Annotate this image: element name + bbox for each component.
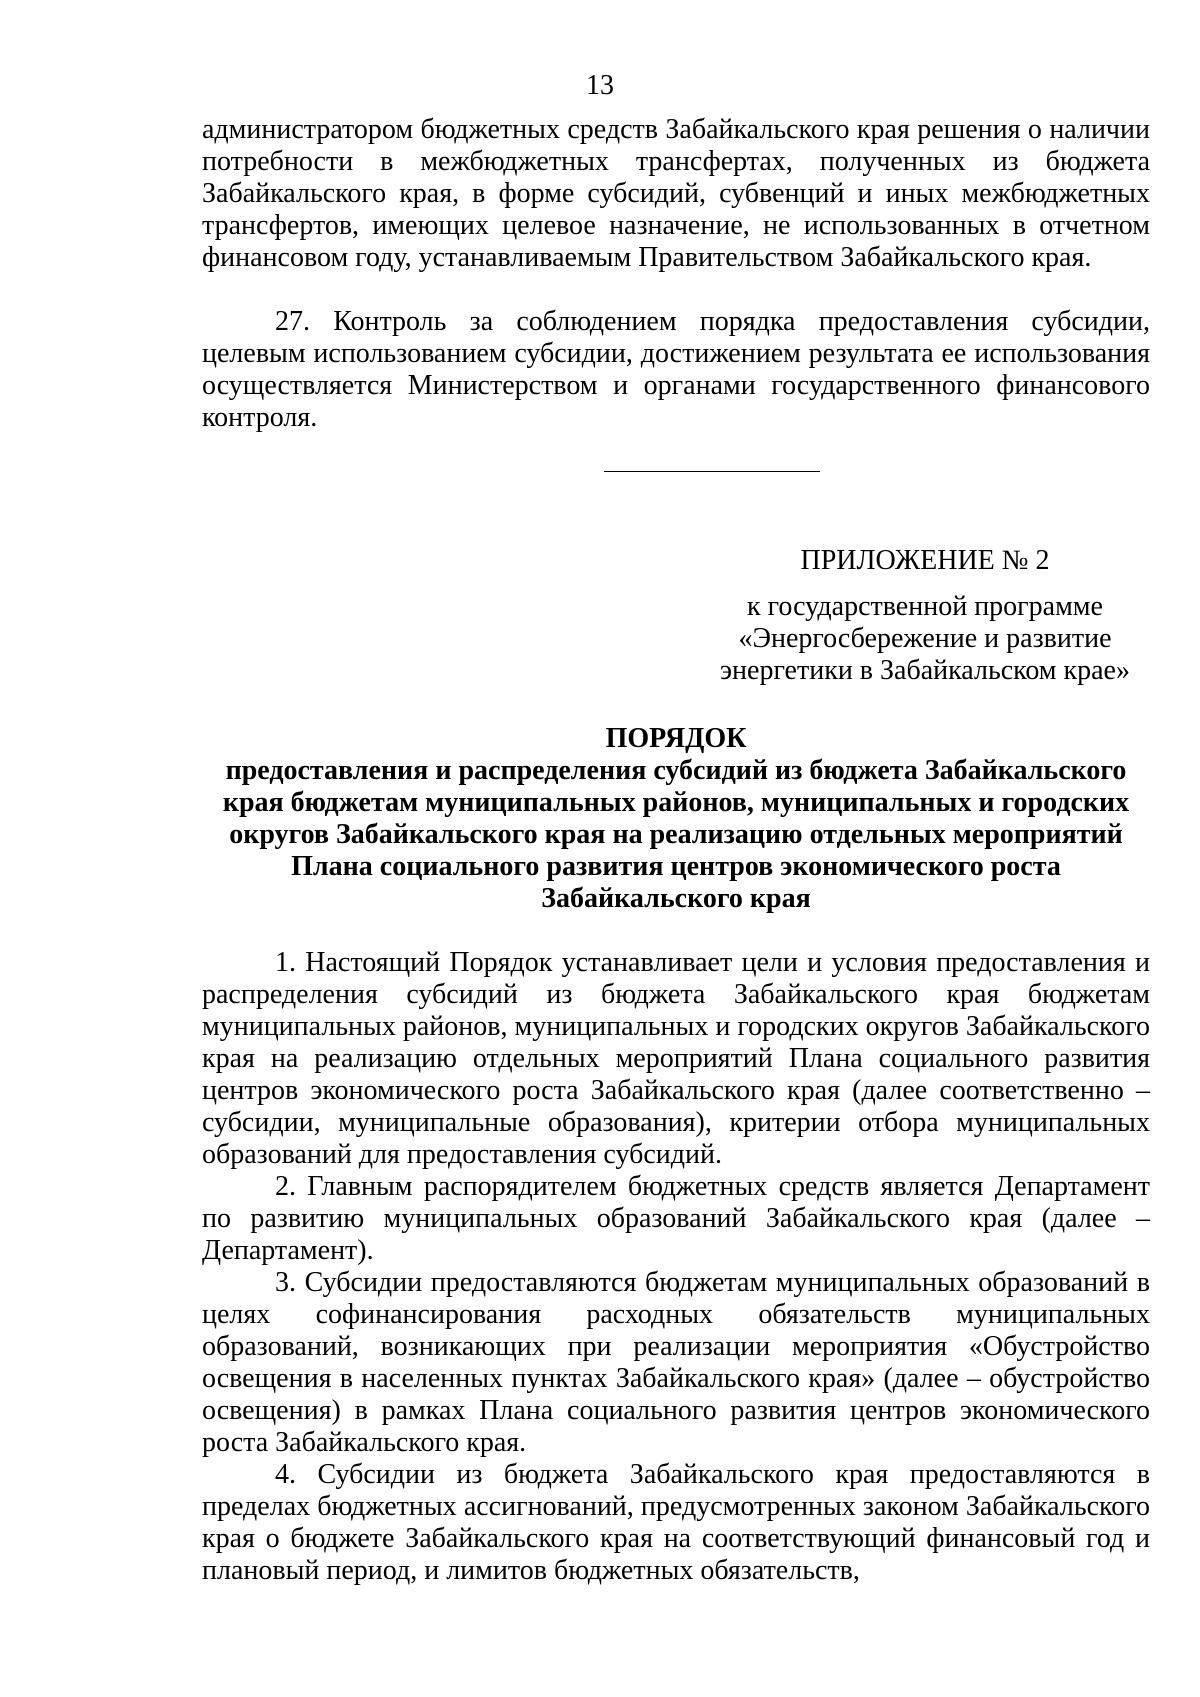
subtitle-line: округов Забайкальского края на реализацию отдельных мероприятий: [229, 819, 1123, 850]
appendix-ref-line: «Энергосбережение и развитие: [738, 623, 1112, 654]
continued-paragraph: администратором бюджетных средств Забайкальского края решения о наличии потребности в межбюджетных трансфертах, полученных из бюджета Забайкальского края, в форме субсидий, субвенций и иных межбюджетных трансфертов, имеющих целевое назначение, не использованных в отчетном финансовом году, устанавливаемым Правительством Забайкальского края.: [202, 114, 1150, 273]
paragraph-4: 4. Субсидии из бюджета Забайкальского края предоставляются в пределах бюджетных ассигнований, предусмотренных законом Забайкальского края о бюджете Забайкальского края на соответствующий финансовый год и плановый период, и лимитов бюджетных обязательств,: [202, 1459, 1150, 1586]
appendix-ref-line: энергетики в Забайкальском крае»: [720, 655, 1130, 686]
paragraph-3: 3. Субсидии предоставляются бюджетам муниципальных образований в целях софинансирования расходных обязательств муниципальных образований, возникающих при реализации мероприятия «Обустройство освещения в населенных пунктах Забайкальского края» (далее – обустройство освещения) в рамках Плана социального развития центров экономического роста Забайкальского края.: [202, 1267, 1150, 1458]
appendix-reference: [700, 591, 1150, 687]
document-title: ПОРЯДОК: [605, 723, 747, 754]
paragraph-1: 1. Настоящий Порядок устанавливает цели и условия предоставления и распределения субсидий из бюджета Забайкальского края бюджетам муниципальных районов, муниципальных и городских округов Забайкальского края на реализацию отдельных мероприятий Плана социального развития центров экономического роста Забайкальского края (далее соответственно – субсидии, муниципальные образования), критерии отбора муниципальных образований для предоставления субсидий.: [202, 947, 1150, 1170]
separator-line: [604, 471, 820, 472]
appendix-ref-line: к государственной программе: [747, 591, 1103, 622]
subtitle-line: края бюджетам муниципальных районов, муниципальных и городских: [222, 787, 1130, 818]
paragraph-2: 2. Главным распорядителем бюджетных средств является Департамент по развитию муниципальных образований Забайкальского края (далее – Департамент).: [202, 1171, 1150, 1266]
paragraph-item-27: 27. Контроль за соблюдением порядка предоставления субсидии, целевым использованием субсидии, достижением результата ее использования осуществляется Министерством и органами государственного финансового контроля.: [202, 306, 1150, 433]
document-subtitle: [202, 755, 1150, 915]
subtitle-line: предоставления и распределения субсидий из бюджета Забайкальского: [225, 755, 1127, 786]
page-number: 13: [586, 70, 614, 101]
subtitle-line: Плана социального развития центров экономического роста: [291, 851, 1061, 882]
appendix-number: ПРИЛОЖЕНИЕ № 2: [800, 545, 1050, 576]
subtitle-line: Забайкальского края: [541, 883, 811, 914]
